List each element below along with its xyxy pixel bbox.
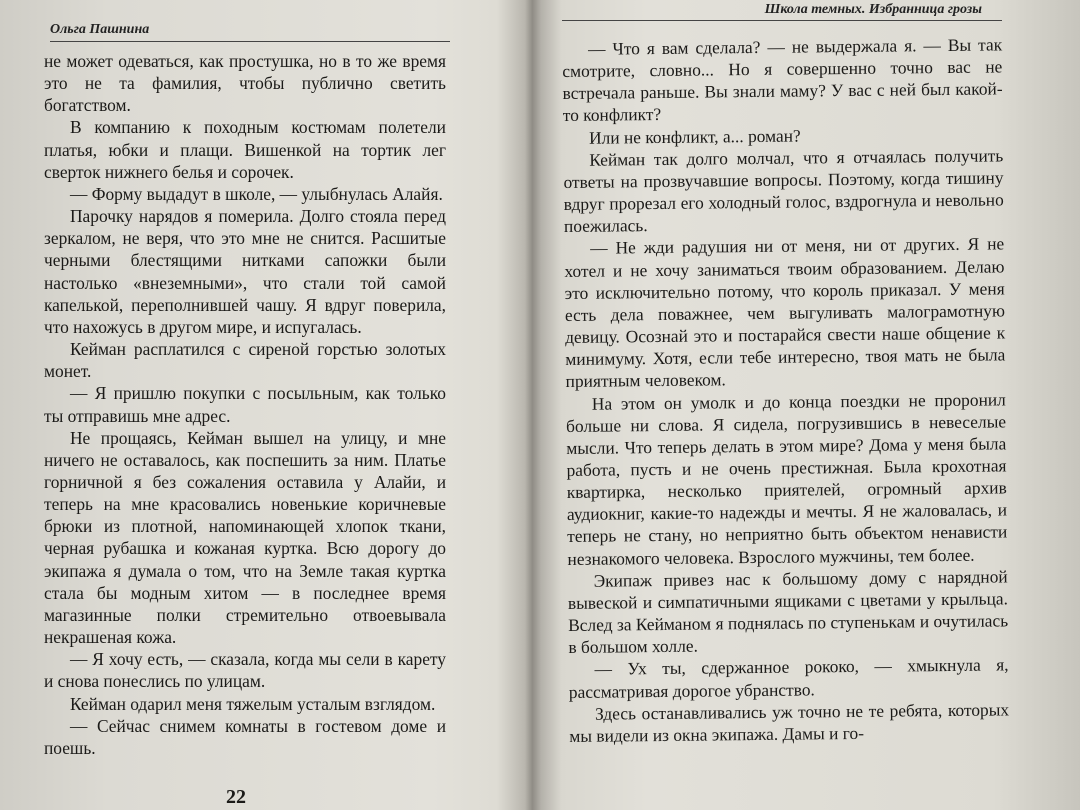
page-number: 22 — [226, 786, 246, 808]
paragraph: Экипаж привез нас к большому дому с нарядной вывеской и симпатичными ящиками с цветами у крыльца. Вслед за Кейманом я поднялась по ступенькам и очутилась в большом холле. — [567, 566, 1009, 658]
header-rule — [562, 20, 1002, 21]
paragraph: Или не конфликт, а... роман? — [588, 125, 801, 148]
left-page — [0, 0, 520, 810]
paragraph: — Форму выдадут в школе, — улыбнулась Алайя. — [70, 183, 443, 204]
paragraph: Кейман расплатился с сиреной горстью золотых монет. — [44, 339, 446, 382]
paragraph: — Сейчас снимем комнаты в гостевом доме и поешь. — [44, 715, 446, 758]
paragraph: — Не жди радушия ни от меня, ни от других. Я не хотел и не хочу заниматься твоим образованием. Делаю это исключительно потому, что король приказал. У меня есть дела поважнее, чем выгуливать малограмотную девицу. Осознай это и постарайся свести наше общение к минимуму. Хотя, если тебе интересно, твоя мать не была приятным человеком. — [564, 233, 1006, 392]
paragraph: Не прощаясь, Кейман вышел на улицу, и мне ничего не оставалось, как поспешить за ним. Платье горничной я без сожаления оставила у Алайи, и теперь на мне красовались новенькие коричневые брюки из плотной, напоминающей хлопок ткани, черная рубашка и кожаная куртка. Всю дорогу до экипажа я думала о том, что на Земле такая куртка стала бы модным хитом — в последнее время магазинные полки стремительно отвоевывала некрашеная кожа. — [44, 427, 446, 648]
running-head-title: Школа темных. Избранница грозы — [764, 2, 982, 17]
paragraph: — Я пришлю покупки с посыльным, как только ты отправишь мне адрес. — [44, 383, 446, 426]
paragraph: Кейман одарил меня тяжелым усталым взглядом. — [70, 693, 436, 714]
paragraph: Здесь останавливались уж точно не те ребята, которых мы видели из окна экипажа. Дамы и го- — [569, 699, 1010, 746]
paragraph: — Что я вам сделала? — не выдержала я. — Вы так смотрите, словно... Но я совершенно точно вас не встречала раньше. Вы знали маму? У вас с ней был какой-то конфликт? — [562, 34, 1003, 126]
left-page-text — [44, 50, 446, 759]
paragraph: не может одеваться, как простушка, но в то же время это не та фамилия, чтобы публично светить богатством. — [44, 51, 446, 116]
paragraph: На этом он умолк и до конца поездки не проронил больше ни слова. Я сидела, погрузившись в невеселые мысли. Что теперь делать в этом мире? Дома у меня была работа, пусть и не очень престижная. Была крохотная квартирка, несколько приятелей, огромный архив аудиокниг, какие-то надежды и мечты. Я не жаловалась, и теперь не стану, но неприятно быть объектом ненависти незнакомого человека. Взрослого мужчины, тем более. — [565, 388, 1008, 569]
right-page — [540, 0, 1080, 810]
paragraph: Кейман так долго молчал, что я отчаялась получить ответы на прозвучавшие вопросы. Поэтому, когда тишину вдруг прорезал его холодный голос, вздрогнула и невольно поежилась. — [563, 145, 1004, 237]
running-head-author: Ольга Пашнина — [50, 22, 150, 37]
paragraph: Парочку нарядов я померила. Долго стояла перед зеркалом, не веря, что это мне не снится. Расшитые черными блестящими нитками сапожки были настолько «внеземными», что стали той самой капелькой, переполнившей чашу. Я вдруг поверила, что нахожусь в другом мире, и испугалась. — [44, 206, 446, 337]
paragraph: В компанию к походным костюмам полетели платья, юбки и плащи. Вишенкой на тортик лег сверток нижнего белья и сорочек. — [44, 117, 446, 182]
right-page-text — [562, 33, 1009, 747]
header-rule — [50, 41, 450, 42]
paragraph: — Ух ты, сдержанное рококо, — хмыкнула я, рассматривая дорогое убранство. — [568, 654, 1009, 702]
paragraph: — Я хочу есть, — сказала, когда мы сели в карету и снова понеслись по улицам. — [44, 649, 446, 692]
